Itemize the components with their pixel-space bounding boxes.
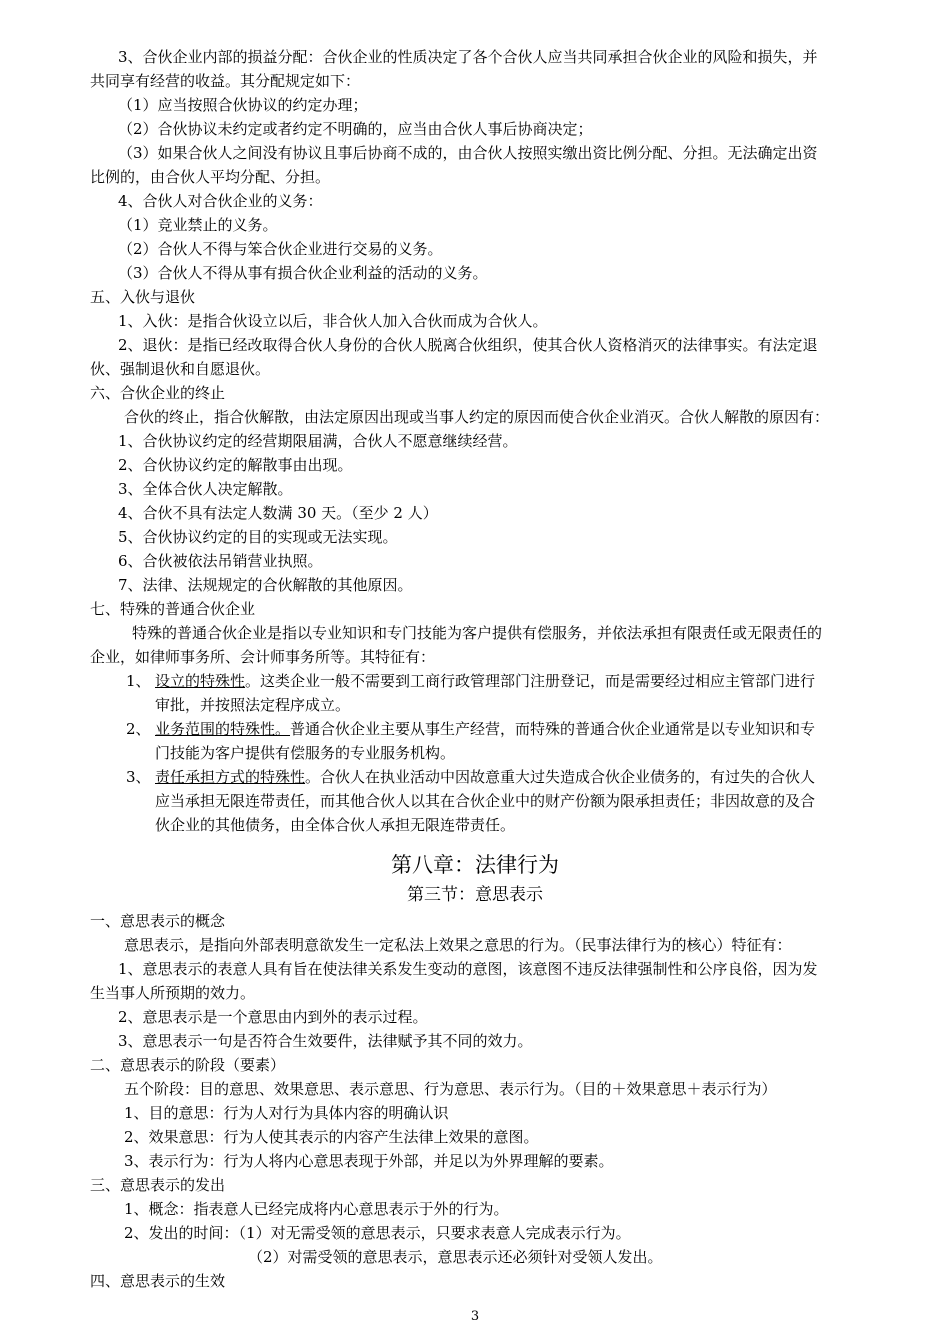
section-title: 第三节：意思表示 (407, 885, 543, 905)
list-item: （1）应当按照合伙协议的约定办理； (118, 96, 368, 114)
section-heading: 六、合伙企业的终止 (90, 384, 226, 402)
list-item: 1、目的意思：行为人对行为具体内容的明确认识 (124, 1104, 449, 1122)
list-item: 6、合伙被依法吊销营业执照。 (118, 552, 323, 570)
list-item: 1、概念：指表意人已经完成将内心意思表示于外的行为。 (124, 1200, 509, 1218)
list-item: （2）对需受领的意思表示，意思表示还必须针对受领人发出。 (248, 1248, 663, 1266)
feature-line (155, 768, 815, 786)
paragraph-line: 应当承担无限连带责任，而其他合伙人以其在合伙企业中的财产份额为限承担责任；非因故意的及合 (155, 792, 816, 810)
feature-text: 普通合伙企业主要从事生产经营，而特殊的普通合伙企业通常是以专业知识和专 (290, 720, 816, 738)
list-item: 7、法律、法规规定的合伙解散的其他原因。 (118, 576, 413, 594)
list-item: （1）竞业禁止的义务。 (118, 216, 278, 234)
section-heading: 七、特殊的普通合伙企业 (90, 600, 256, 618)
list-item: 2、效果意思：行为人使其表示的内容产生法律上效果的意图。 (124, 1128, 539, 1146)
list-item: （3）合伙人不得从事有损合伙企业利益的活动的义务。 (118, 264, 488, 282)
paragraph-line: 特殊的普通合伙企业是指以专业知识和专门技能为客户提供有偿服务，并依法承担有限责任或无限责任的 (132, 624, 823, 642)
page-number: 3 (470, 1309, 480, 1324)
chapter-title: 第八章：法律行为 (391, 853, 559, 877)
list-item: 4、合伙不具有法定人数满 30 天。（至少 2 人） (118, 504, 438, 522)
paragraph-line: 审批，并按照法定程序成立。 (155, 696, 351, 714)
section-heading: 四、意思表示的生效 (90, 1272, 226, 1290)
section-heading: 五、入伙与退伙 (90, 288, 196, 306)
list-item: 2、合伙协议约定的解散事由出现。 (118, 456, 353, 474)
list-item: 1、入伙：是指合伙设立以后，非合伙人加入合伙而成为合伙人。 (118, 312, 548, 330)
list-item: （3）如果合伙人之间没有协议且事后协商不成的，由合伙人按照实缴出资比例分配、分担。无法确定出资 (118, 144, 818, 162)
underlined-term: 设立的特殊性 (155, 672, 246, 690)
list-item: 3、表示行为：行为人将内心意思表现于外部，并足以为外界理解的要素。 (124, 1152, 614, 1170)
paragraph-line: 伙企业的其他债务，由全体合伙人承担无限连带责任。 (155, 816, 516, 834)
paragraph-line: 比例的，由合伙人平均分配、分担。 (90, 168, 331, 186)
underlined-term: 业务范围的特殊性。 (155, 720, 291, 738)
feature-text: 。合伙人在执业活动中因故意重大过失造成合伙企业债务的，有过失的合伙人 (305, 768, 816, 786)
list-item: 2、发出的时间：（1）对无需受领的意思表示，只要求表意人完成表示行为。 (124, 1224, 631, 1242)
list-item: 1、意思表示的表意人具有旨在使法律关系发生变动的意图，该意图不违反法律强制性和公序良俗，因为发 (118, 960, 818, 978)
list-number: 3、 (126, 768, 151, 786)
feature-line (155, 720, 815, 738)
paragraph-line: 共同享有经营的收益。其分配规定如下： (90, 72, 361, 90)
list-item: 3、全体合伙人决定解散。 (118, 480, 293, 498)
list-item: 5、合伙协议约定的目的实现或无法实现。 (118, 528, 398, 546)
list-number: 2、 (126, 720, 151, 738)
paragraph-line: 门技能为客户提供有偿服务的专业服务机构。 (155, 744, 456, 762)
list-item: 4、合伙人对合伙企业的义务： (118, 192, 323, 210)
paragraph-line: 五个阶段：目的意思、效果意思、表示意思、行为意思、表示行为。（目的＋效果意思＋表示行为） (124, 1080, 777, 1098)
section-heading: 一、意思表示的概念 (90, 912, 226, 930)
paragraph-line: 合伙的终止，指合伙解散，由法定原因出现或当事人约定的原因而使合伙企业消灭。合伙人解散的原因有： (124, 408, 830, 426)
paragraph-line: 3、合伙企业内部的损益分配：合伙企业的性质决定了各个合伙人应当共同承担合伙企业的风险和损失，并 (118, 48, 818, 66)
paragraph-line: 伙、强制退伙和自愿退伙。 (90, 360, 271, 378)
feature-line (155, 672, 815, 690)
list-item: （2）合伙协议未约定或者约定不明确的，应当由合伙人事后协商决定； (118, 120, 593, 138)
list-number: 1、 (126, 672, 151, 690)
section-heading: 三、意思表示的发出 (90, 1176, 226, 1194)
section-heading: 二、意思表示的阶段（要素） (90, 1056, 286, 1074)
list-item: 2、意思表示是一个意思由内到外的表示过程。 (118, 1008, 428, 1026)
feature-text: 。这类企业一般不需要到工商行政管理部门注册登记，而是需要经过相应主管部门进行 (245, 672, 816, 690)
list-item: 1、合伙协议约定的经营期限届满，合伙人不愿意继续经营。 (118, 432, 518, 450)
list-item: 2、退伙：是指已经改取得合伙人身份的合伙人脱离合伙组织，使其合伙人资格消灭的法律事实。有法定退 (118, 336, 818, 354)
list-item: （2）合伙人不得与笨合伙企业进行交易的义务。 (118, 240, 443, 258)
paragraph-line: 意思表示，是指向外部表明意欲发生一定私法上效果之意思的行为。（民事法律行为的核心）特征有： (124, 936, 792, 954)
list-item: 3、意思表示一句是否符合生效要件，法律赋予其不同的效力。 (118, 1032, 533, 1050)
paragraph-line: 生当事人所预期的效力。 (90, 984, 256, 1002)
underlined-term: 责任承担方式的特殊性 (155, 768, 306, 786)
paragraph-line: 企业，如律师事务所、会计师事务所等。其特征有： (90, 648, 436, 666)
